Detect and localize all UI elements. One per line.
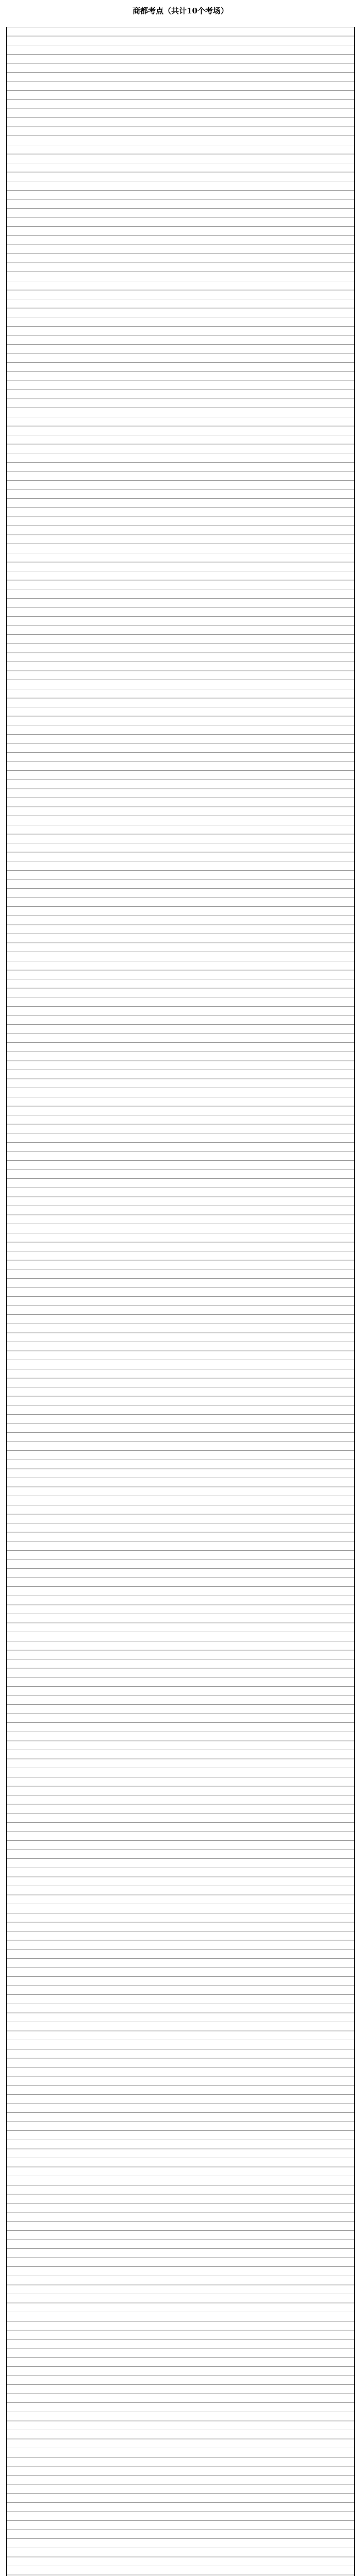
page-title: 商都考点（共计10个考场）: [133, 6, 228, 15]
exam-table: [6, 27, 355, 2576]
